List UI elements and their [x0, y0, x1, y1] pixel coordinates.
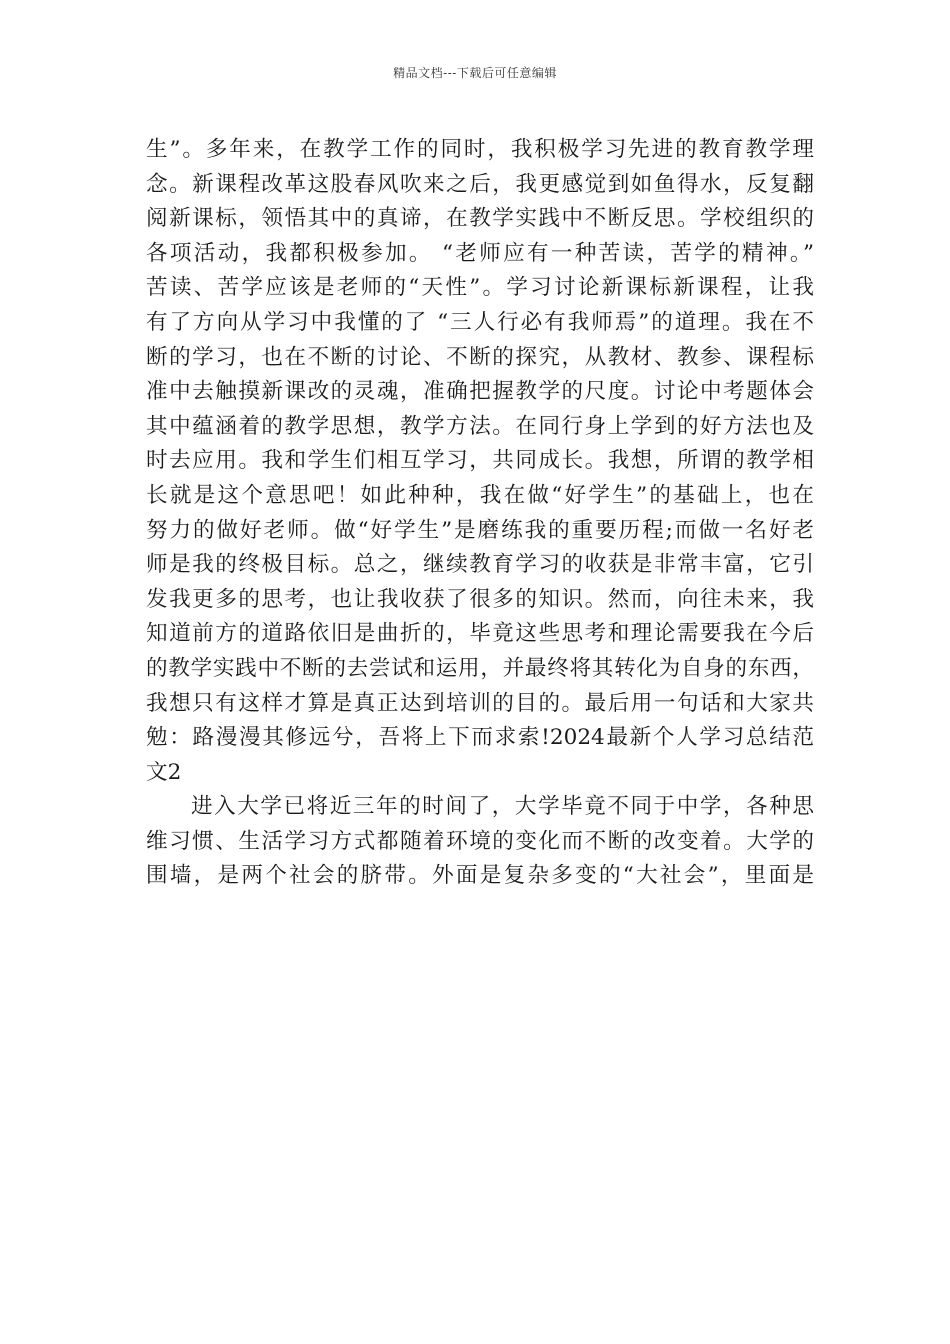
text-line: 努力的做好老师。做“好学生”是磨练我的重要历程;而做一名好老 — [146, 517, 814, 543]
text-line: 念。新课程改革这股春风吹来之后，我更感觉到如鱼得水，反复翻 — [146, 171, 814, 197]
text-line: 发我更多的思考，也让我收获了很多的知识。然而，向往未来，我 — [146, 586, 814, 612]
text-line: 时去应用。我和学生们相互学习，共同成长。我想，所谓的教学相 — [146, 448, 814, 474]
text-line: 其中蕴涵着的教学思想，教学方法。在同行身上学到的好方法也及 — [146, 413, 814, 439]
text-line: 的教学实践中不断的去尝试和运用，并最终将其转化为自身的东西， — [146, 655, 814, 681]
text-line: 长就是这个意思吧！如此种种，我在做“好学生”的基础上，也在 — [146, 482, 814, 508]
text-line: 我想只有这样才算是真正达到培训的目的。最后用一句话和大家共 — [146, 690, 814, 716]
text-line: 师是我的终极目标。总之，继续教育学习的收获是非常丰富，它引 — [146, 552, 814, 578]
text-line: 有了方向从学习中我懂的了 “三人行必有我师焉”的道理。我在不 — [146, 309, 814, 335]
text-line: 知道前方的道路依旧是曲折的，毕竟这些思考和理论需要我在今后 — [146, 621, 814, 647]
paragraph-first-line: 进入大学已将近三年的时间了，大学毕竟不同于中学，各种思 — [191, 794, 814, 820]
text-line: 苦读、苦学应该是老师的“天性”。学习讨论新课标新课程，让我 — [146, 275, 814, 301]
text-line: 各项活动，我都积极参加。 “老师应有一种苦读，苦学的精神。” — [146, 240, 814, 266]
text-line: 围墙，是两个社会的脐带。外面是复杂多变的“大社会”，里面是 — [146, 863, 814, 889]
text-line: 断的学习，也在不断的讨论、不断的探究，从教材、教参、课程标 — [146, 344, 814, 370]
text-line: 生”。多年来，在教学工作的同时，我积极学习先进的教育教学理 — [146, 137, 814, 162]
text-line: 阅新课标，领悟其中的真谛，在教学实践中不断反思。学校组织的 — [146, 206, 814, 232]
text-line: 勉：路漫漫其修远兮，吾将上下而求索!2024最新个人学习总结范 — [146, 725, 814, 751]
body-text — [146, 133, 814, 894]
text-line: 准中去触摸新课改的灵魂，准确把握教学的尺度。讨论中考题体会 — [146, 379, 814, 405]
text-line: 维习惯、生活学习方式都随着环境的变化而不断的改变着。大学的 — [146, 828, 814, 854]
page-header: 精品文档---下载后可任意编辑 — [393, 66, 557, 80]
text-line: 文2 — [146, 759, 182, 785]
